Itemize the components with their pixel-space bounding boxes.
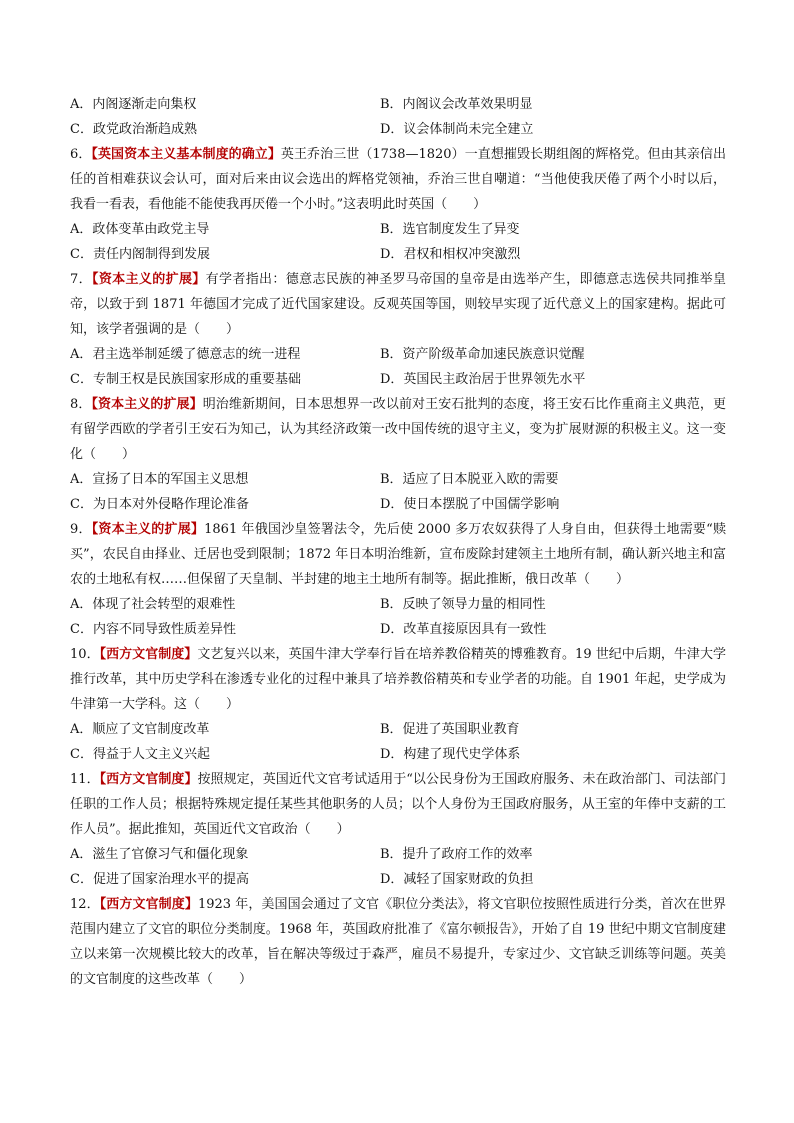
option-d: D．议会体制尚未完全建立 — [380, 122, 534, 137]
option-a: A．体现了社会转型的艰难性 — [70, 597, 236, 612]
option-c: C．促进了国家治理水平的提高 — [70, 872, 249, 887]
topic-tag: 【西方文官制度】 — [99, 897, 198, 912]
question-text: 有学者指出：德意志民族的神圣罗马帝国的皇帝是由选举产生，即德意志选侯共同推举皇帝，以致于到 1871 年德国才完成了近代国家建设。反观英国等国，则较早实现了近代意义上的国家建构。据此可知，该学者强调的是（ ） — [70, 272, 726, 337]
question-stem — [70, 892, 726, 992]
option-c: C．为日本对外侵略作理论准备 — [70, 497, 249, 512]
question-stem — [70, 767, 726, 842]
options — [70, 92, 726, 142]
options — [70, 217, 726, 267]
topic-tag: 【西方文官制度】 — [99, 772, 198, 787]
topic-tag: 【资本主义的扩展】 — [91, 522, 205, 537]
option-d: D．使日本摆脱了中国儒学影响 — [380, 497, 560, 512]
question-list — [70, 92, 726, 992]
topic-tag: 【英国资本主义基本制度的确立】 — [91, 147, 281, 162]
option-b: B．适应了日本脱亚入欧的需要 — [380, 472, 559, 487]
question-number: 11． — [70, 772, 100, 787]
option-b: B．提升了政府工作的效率 — [380, 847, 533, 862]
option-a: A．内阁逐渐走向集权 — [70, 97, 197, 112]
option-a: A．滋生了官僚习气和僵化现象 — [70, 847, 249, 862]
question-7 — [70, 267, 726, 392]
option-a: A．顺应了文官制度改革 — [70, 722, 210, 737]
question-text: 英王乔治三世（1738—1820）一直想摧毁长期组阁的辉格党。但由其亲信出任的首相难获议会认可，面对后来由议会选出的辉格党领袖，乔治三世自嘲道：“当他使我厌倦了两个小时以后，我看一看表，看他能不能使我再厌倦一个小时。”这表明此时英国（ ） — [70, 147, 726, 212]
question-text: 按照规定，英国近代文官考试适用于“以公民身份为王国政府服务、未在政治部门、司法部门任职的工作人员；根据特殊规定提任某些其他职务的人员；以个人身份为王国政府服务，从王室的年俸中支薪的工作人员”。据此推知，英国近代文官政治（ ） — [70, 772, 726, 837]
option-a: A．君主选举制延缓了德意志的统一进程 — [70, 347, 301, 362]
question-9 — [70, 517, 726, 642]
option-b: B．促进了英国职业教育 — [380, 722, 520, 737]
question-stem — [70, 517, 726, 592]
topic-tag: 【西方文官制度】 — [99, 647, 198, 662]
option-d: D．减轻了国家财政的负担 — [380, 872, 534, 887]
option-c: C．得益于人文主义兴起 — [70, 747, 210, 762]
option-b: B．内阁议会改革效果明显 — [380, 97, 533, 112]
option-b: B．反映了领导力量的相同性 — [380, 597, 546, 612]
question-number: 12． — [70, 897, 100, 912]
question-stem — [70, 642, 726, 717]
option-d: D．君权和相权冲突激烈 — [380, 247, 521, 262]
question-6 — [70, 142, 726, 267]
question-10 — [70, 642, 726, 767]
question-11 — [70, 767, 726, 892]
option-c: C．政党政治渐趋成熟 — [70, 122, 197, 137]
options — [70, 842, 726, 892]
question-text: 1861 年俄国沙皇签署法令，先后使 2000 多万农奴获得了人身自由，但获得土地需要“赎买”，农民自由择业、迁居也受到限制；1872 年日本明治维新，宣布废除封建领主土地所有制，确认新兴地主和富农的土地私有权……但保留了天皇制、半封建的地主土地所有制等。据此推断，俄日改革（ ） — [70, 522, 726, 587]
question-stem — [70, 267, 726, 342]
option-b: B．选官制度发生了异变 — [380, 222, 520, 237]
question-text: 1923 年，美国国会通过了文官《职位分类法》，将文官职位按照性质进行分类，首次在世界范围内建立了文官的职位分类制度。1968 年，英国政府批准了《富尔顿报告》，开始了自 19 世纪中期文官制度建立以来第一次规模比较大的改革，旨在解决等级过于森严，雇员不易提升，专家过少、文官缺乏训练等问题。英美的文官制度的这些改革（ ） — [70, 897, 726, 987]
question-12 — [70, 892, 726, 992]
question-stem — [70, 392, 726, 467]
options — [70, 342, 726, 392]
question-number: 6． — [70, 147, 92, 162]
topic-tag: 【资本主义的扩展】 — [91, 272, 206, 287]
option-c: C．专制王权是民族国家形成的重要基础 — [70, 372, 301, 387]
option-d: D．英国民主政治居于世界领先水平 — [380, 372, 586, 387]
option-d: D．改革直接原因具有一致性 — [380, 622, 547, 637]
option-a: A．宣扬了日本的军国主义思想 — [70, 472, 249, 487]
options — [70, 592, 726, 642]
option-a: A．政体变革由政党主导 — [70, 222, 210, 237]
option-b: B．资产阶级革命加速民族意识觉醒 — [380, 347, 585, 362]
question-text: 文艺复兴以来，英国牛津大学奉行旨在培养教俗精英的博雅教育。19 世纪中后期，牛津大学推行改革，其中历史学科在渗透专业化的过程中兼具了培养教俗精英和专业学者的功能。自 1901 年起，史学成为牛津第一大学科。这（ ） — [70, 647, 726, 712]
option-c: C．责任内阁制得到发展 — [70, 247, 210, 262]
topic-tag: 【资本主义的扩展】 — [91, 397, 203, 412]
option-d: D．构建了现代史学体系 — [380, 747, 521, 762]
question-stem — [70, 142, 726, 217]
question-text: 明治维新期间，日本思想界一改以前对王安石批判的态度，将王安石比作重商主义典范，更有留学西欧的学者引王安石为知己，认为其经济政策一改中国传统的退守主义，变为扩展财源的积极主义。这一变化（ ） — [70, 397, 726, 462]
question-number: 9． — [70, 522, 92, 537]
option-c: C．内容不同导致性质差异性 — [70, 622, 236, 637]
question-number: 8． — [70, 397, 92, 412]
options — [70, 467, 726, 517]
question-number: 7． — [70, 272, 92, 287]
question-5-tail — [70, 92, 726, 142]
question-8 — [70, 392, 726, 517]
question-number: 10． — [70, 647, 100, 662]
options — [70, 717, 726, 767]
